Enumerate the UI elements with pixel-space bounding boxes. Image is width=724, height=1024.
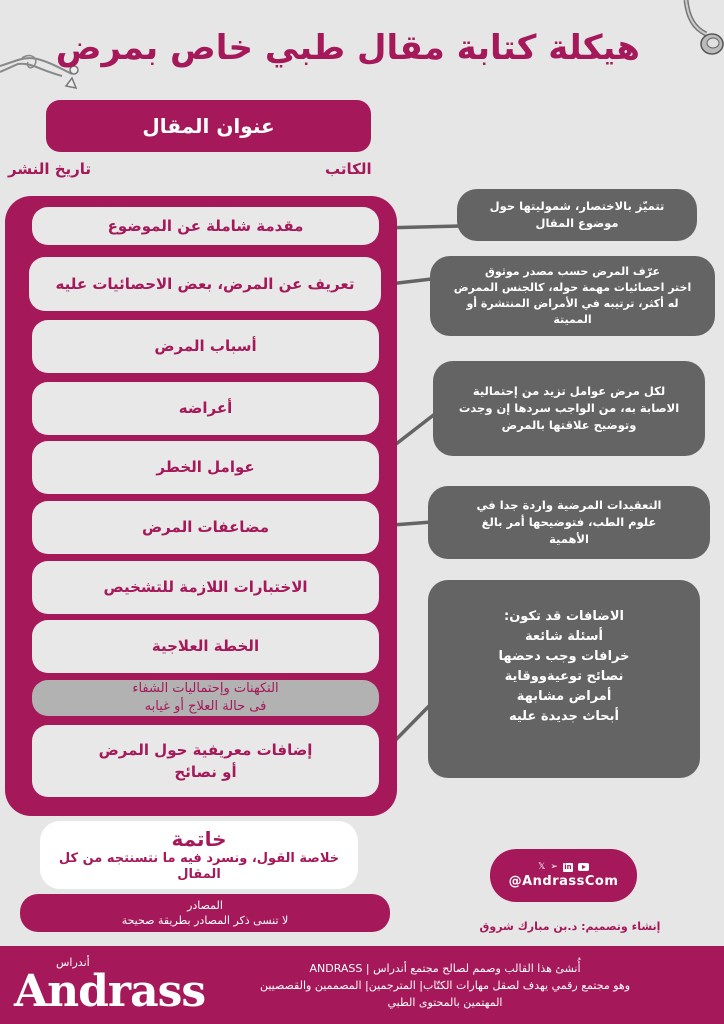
logo-arabic-text: أندراس [56, 956, 90, 969]
section-diagnostic-tests [32, 561, 379, 614]
section-label: تعريف عن المرض، بعض الاحصائيات عليه [55, 274, 355, 293]
note-line: له أكثر، ترتيبه في الأمراض المنتشرة أو [466, 297, 679, 310]
note-line: أمراض مشابهة [516, 689, 612, 705]
conclusion-body: خلاصة القول، ونسرد فيه ما نتسنتجه من كل المقال [58, 851, 340, 882]
note-line: خرافات وجب دحضها [498, 648, 630, 664]
note-line: الاصابة به، من الواجب سردها إن وجدت [458, 401, 680, 416]
telegram-icon[interactable]: ➢ [550, 862, 558, 872]
section-label: فى حالة العلاج أو غيابه [144, 699, 267, 714]
note-line: نصائح توعيةووقاية [504, 669, 624, 684]
section-treatment-plan [32, 620, 379, 673]
section-risk-factors [32, 441, 379, 494]
footer-description [210, 960, 680, 1011]
publish-date-label: تاريخ النشر [8, 160, 92, 178]
andrass-logo [14, 956, 206, 1017]
note-line: التعقيدات المرضية واردة جدا في [476, 498, 662, 513]
section-additional-info [32, 725, 379, 797]
social-handle-badge[interactable] [490, 849, 637, 902]
note-line: المميتة [553, 312, 592, 326]
page-title: هيكلة كتابة مقال طبي خاص بمرض [55, 28, 640, 68]
section-label: مضاعفات المرض [142, 518, 270, 537]
footer-line: وهو مجتمع رقمي يهدف لصقل مهارات الكتّاب| المترجمين| المصممين والقصصيين [259, 979, 631, 993]
note-risk-factors [433, 361, 705, 456]
conclusion-box [40, 821, 358, 889]
note-line: الأهمية [549, 531, 589, 546]
section-label: عوامل الخطر [156, 458, 255, 477]
note-line: علوم الطب، فتوضيحها أمر بالغ [481, 515, 657, 530]
sources-body: لا تنسى ذكر المصادر بطريقة صحيحة [121, 914, 289, 927]
note-line: الاضافات قد تكون: [504, 608, 624, 624]
section-label: إضافات معريفية حول المرض [98, 740, 313, 759]
note-line: أبحاث جديدة عليه [508, 709, 620, 725]
section-definition [29, 257, 381, 311]
sources-heading: المصادر [187, 898, 223, 912]
article-structure-frame [5, 196, 397, 816]
note-complications [428, 486, 710, 559]
note-line: اختر احصائيات مهمة حوله، كالجنس الممرض [453, 281, 692, 295]
sources-box [20, 894, 390, 932]
note-line: لكل مرض عوامل تزيد من إحتمالية [472, 384, 666, 399]
social-handle[interactable]: @AndrassCom [508, 874, 619, 889]
footer-line: المهتمين بالمحتوى الطبي [387, 996, 503, 1010]
x-icon[interactable]: 𝕏 [538, 862, 546, 872]
section-label: مقدمة شاملة عن الموضوع [107, 216, 304, 235]
note-line: موضوع المقال [535, 216, 619, 230]
section-label: أو نصائح [174, 763, 237, 781]
logo-latin-text: Andrass [14, 966, 206, 1017]
section-label: التكهنات وإحتماليات الشفاء [132, 681, 279, 697]
note-line: عرّف المرض حسب مصدر موثوق [484, 265, 661, 279]
note-introduction [457, 189, 697, 241]
section-prognosis [32, 680, 379, 716]
section-label: أسباب المرض [154, 337, 257, 356]
section-symptoms [32, 382, 379, 435]
linkedin-icon[interactable]: in [564, 862, 572, 871]
note-definition [430, 256, 715, 336]
section-introduction [32, 207, 379, 245]
note-additions [428, 580, 700, 778]
youtube-icon[interactable] [578, 863, 589, 871]
section-label: الخطة العلاجية [151, 637, 260, 656]
stethoscope-icon [676, 0, 724, 62]
section-label: الاختبارات اللازمة للتشخيص [103, 578, 308, 597]
author-label: الكاتب [325, 160, 372, 178]
note-line: تتميّز بالاختصار، شموليتها حول [489, 199, 665, 214]
note-line: أسئلة شائعة [524, 628, 604, 644]
conclusion-heading: خاتمة [171, 827, 227, 852]
note-line: وتوضيح علاقتها بالمرض [501, 417, 637, 432]
footer-line: أُنشئ هذا القالب وصمم لصالح مجتمع أندراس | ANDRASS [309, 962, 581, 975]
article-title-box: عنوان المقال [46, 100, 371, 152]
section-causes [32, 320, 379, 373]
design-credit: إنشاء وتصميم: د.بن مبارك شروق [479, 920, 661, 933]
section-complications [32, 501, 379, 554]
section-label: أعراضه [178, 399, 233, 418]
social-icons [538, 862, 589, 872]
